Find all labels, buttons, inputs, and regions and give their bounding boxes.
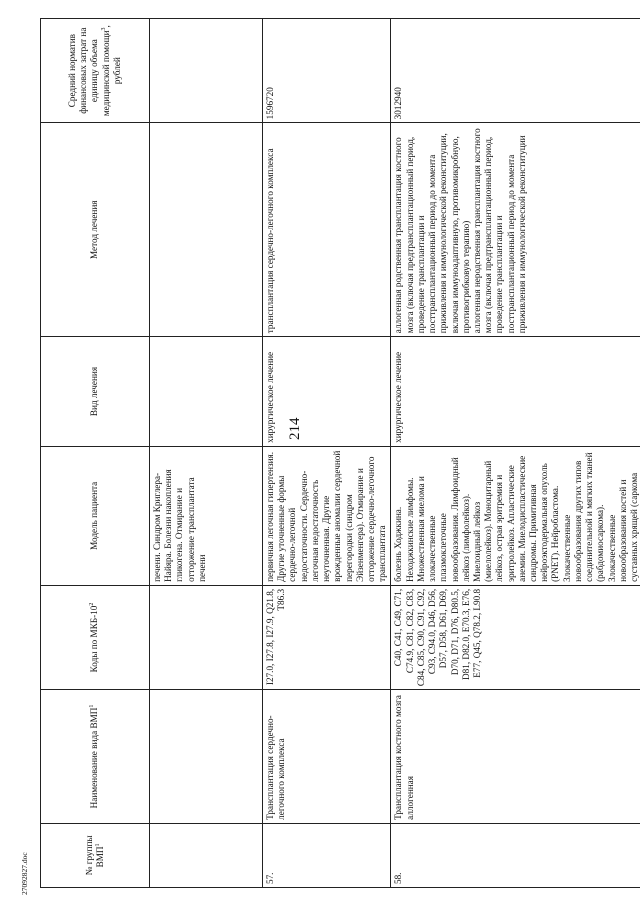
- cell-patient-model: болезнь Ходжкина. Неходжкинские лимфомы. Множественная миелома и злокачественные плазмоклеточные новообразования. Лимфоидный лейкоз (лимфолейкоз). Миелоидный лейкоз (миелолейкоз). Моноцитарный лейкоз, острая эритремия и эритролейкоз. Апластические анемии. Миелодиспластические синдромы. Примитивная нейроэктодермальная опухоль (PNET). Нейробластома. Злокачественные новообразования других типов соединительной и мягких тканей (рабдомиосаркома). Злокачественные новообразования костей и суставных хрящей (саркома: [391, 446, 640, 585]
- cell-treatment-kind: хирургическое лечение: [391, 337, 640, 447]
- page-number: 214: [287, 417, 303, 440]
- cell-vmp-name: Трансплантация костного мозга аллогенная: [391, 690, 640, 824]
- cell-cost-norm: [150, 19, 263, 123]
- table-row: [391, 19, 640, 888]
- header-patient-model: Модель пациента: [41, 446, 150, 585]
- cell-treatment-kind: [150, 337, 263, 447]
- cell-icd-codes: [150, 585, 263, 689]
- method-related-transplant: аллогенная родственная трансплантация костного мозга (включая предтрансплантационный период, проведение трансплантации и посттрансплантационный период до момента приживления и иммунологической реконституции, включая иммуноадаптивную, противомикробную, противогрибковую терапию): [393, 133, 471, 334]
- cell-treatment-method: трансплантация сердечно-легочного комплекса: [263, 123, 391, 337]
- cell-group-number: [150, 823, 263, 887]
- cell-group-number: 58.: [391, 823, 640, 887]
- table-header-row: [41, 19, 150, 888]
- header-group-number: № группы ВМП$^1$: [41, 823, 150, 887]
- cell-patient-model: печени. Синдром Криглера-Найяра. Болезни накопления гликогена. Отмирание и отторжение трансплантата печени: [150, 446, 263, 585]
- rotated-table-page: [40, 18, 639, 888]
- cell-cost-norm: 1596720: [263, 19, 391, 123]
- header-treatment-method: Метод лечения: [41, 123, 150, 337]
- header-icd-codes: Коды по МКБ-$10^2$: [41, 585, 150, 689]
- cell-icd-codes: I27.0, I27.8, I27.9, Q21.8, T86.3: [263, 585, 391, 689]
- header-treatment-kind: Вид лечения: [41, 337, 150, 447]
- cell-patient-model: первичная легочная гипертензия. Другие уточненные формы сердечно-легочной недостаточности. Сердечно-легочная недостаточность неуточненная. Другие врожденные аномалии сердечной перегородки (синдром Эйзенменгера). Отмирание и отторжение сердечно-легочного трансплантата: [263, 446, 391, 585]
- cell-icd-codes: C40, C41, C49, C71, C74.9, C81, C82, C83, C84, C85, C90, C91, C92, C93, C94.0, D46, D56, D57, D58, D61, D69, D70, D71, D76, D80.5, D81, D82.0, E70.3, E76, E77, Q45, Q78.2, L90.8: [391, 585, 640, 689]
- cell-vmp-name: Трансплантация сердечно-легочного комплекса: [263, 690, 391, 824]
- cell-group-number: 57.: [263, 823, 391, 887]
- header-cost-norm: Средний норматив финансовых затрат на единицу объема медицинской помощи$^3$, рублей: [41, 19, 150, 123]
- cell-treatment-method: [150, 123, 263, 337]
- cell-cost-norm: 3012940: [391, 19, 640, 123]
- file-name: 27092827.doc: [20, 852, 29, 895]
- cell-treatment-method: [391, 123, 640, 337]
- method-unrelated-transplant: аллогенная неродственная трансплантация костного мозга (включая предтрансплантационный период, проведение трансплантации и посттрансплантационный период до момента приживления и иммунологической реконституции: [471, 128, 527, 334]
- cell-vmp-name: [150, 690, 263, 824]
- table-row: [150, 19, 263, 888]
- table-row: [263, 19, 391, 888]
- header-vmp-name: Наименование вида ВМП$^1$: [41, 690, 150, 824]
- cell-treatment-kind: хирургическое лечение: [263, 337, 391, 447]
- vmp-table: [40, 18, 640, 888]
